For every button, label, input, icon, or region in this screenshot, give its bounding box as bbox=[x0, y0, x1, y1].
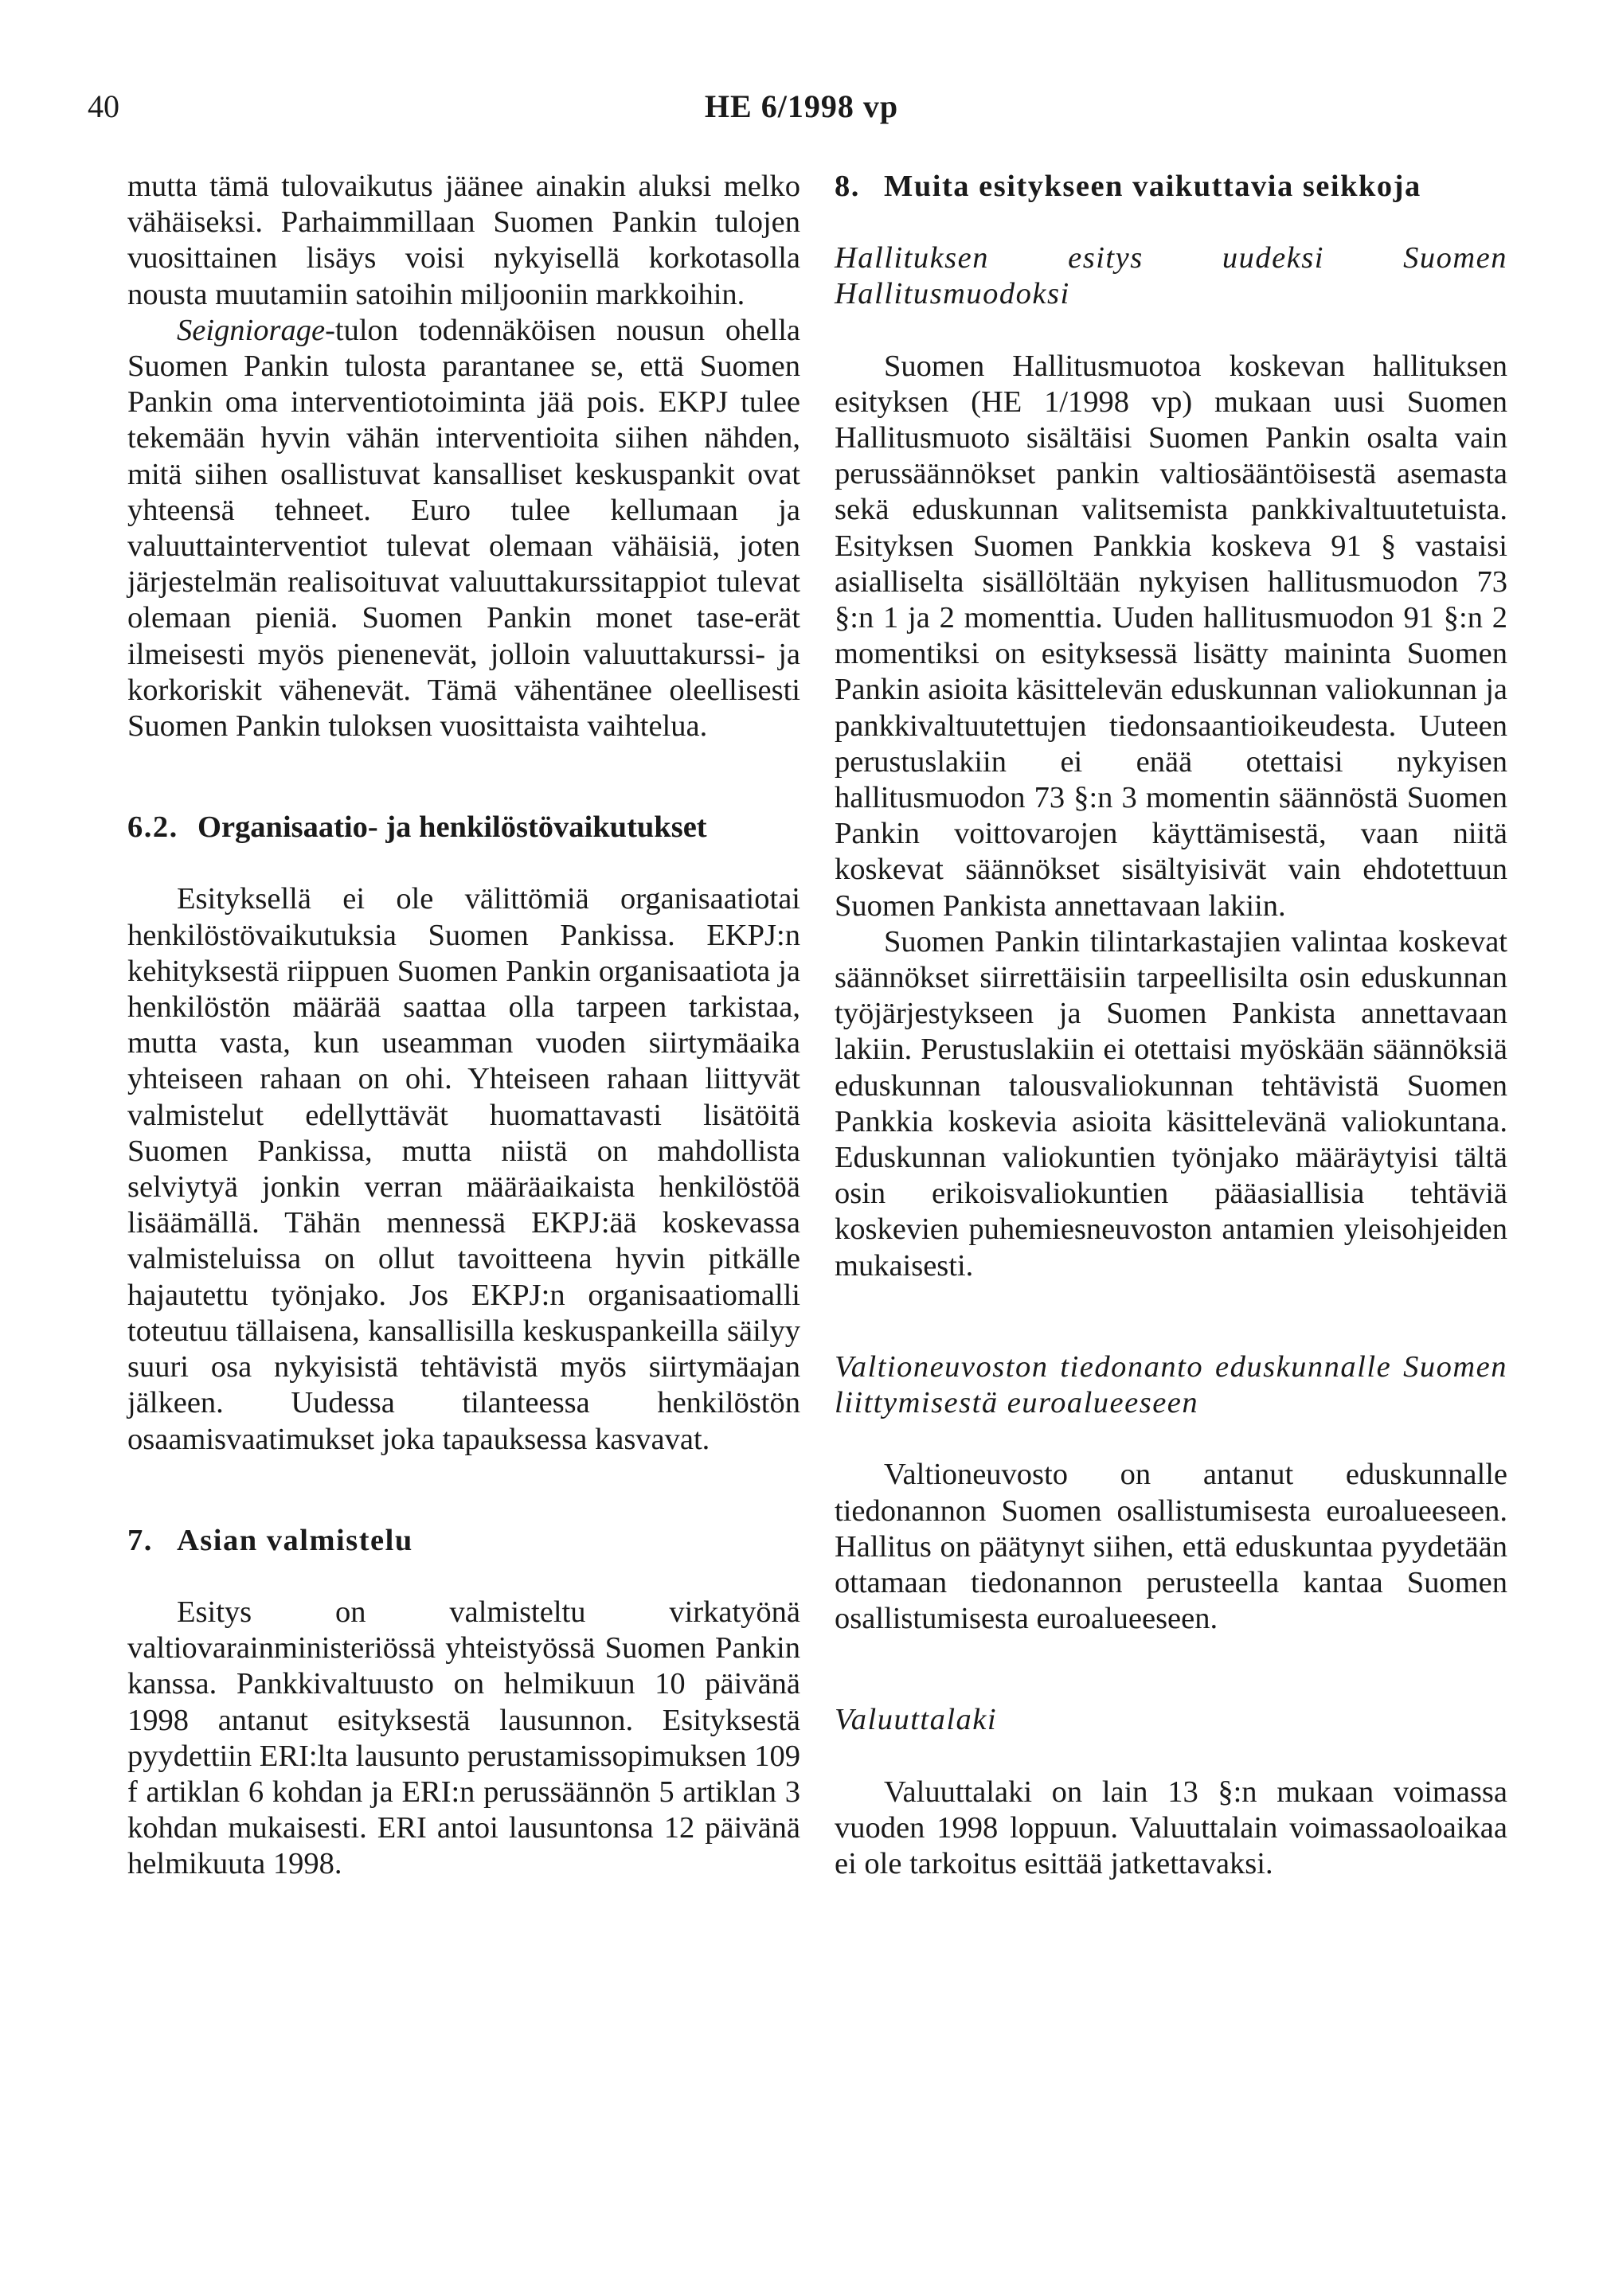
paragraph: Seigniorage-tulon todennäköisen nousun ohella Suomen Pankin tulosta parantanee se, että Suomen Pankin oma interventiotoiminta jää pois. EKPJ tulee tekemään hyvin vähän interventioita siihen nähden, mitä siihen osallistuvat kansalliset keskuspankit ovat yhteensä tehneet. Euro tulee kellumaan ja valuuttainterventiot tulevat olemaan vähäisiä, joten järjestelmän realisoituvat valuuttakurssitappiot tulevat olemaan pieniä. Suomen Pankin monet tase-erät ilmeisesti myös pienenevät, jolloin valuuttakurssi- ja korkoriskit vähenevät. Tämä vähentänee oleellisesti Suomen Pankin tuloksen vuosittaista vaihtelua. bbox=[127, 313, 800, 744]
paragraph: Valtioneuvosto on antanut eduskunnalle tiedonannon Suomen osallistumisesta euroalueeseen. Hallitus on päätynyt siihen, että eduskuntaa pyydetään ottamaan tiedonannon perusteella kantaa Suomen osallistumisesta euroalueeseen. bbox=[835, 1458, 1507, 1636]
section-number: 8. bbox=[835, 170, 860, 203]
paragraph: Valuuttalaki on lain 13 §:n mukaan voimassa vuoden 1998 loppuun. Valuuttalain voimassaoloaikaa ei ole tarkoitus esittää jatkettavaksi. bbox=[835, 1775, 1507, 1880]
section-number: 6.2. bbox=[127, 810, 178, 845]
right-column bbox=[835, 169, 1507, 1882]
document-id: HE 6/1998 vp bbox=[704, 88, 899, 124]
subsection-title: Valtioneuvoston tiedonanto eduskunnalle Suomen liittymisestä euroalueeseen bbox=[835, 1349, 1507, 1420]
section-heading-7 bbox=[127, 1523, 800, 1559]
subsection-title: Valuuttalaki bbox=[835, 1703, 998, 1737]
section-heading-6-2 bbox=[127, 810, 800, 845]
page-header bbox=[0, 88, 1603, 135]
subsection-title: Hallituksen esitys uudeksi Suomen Hallitusmuodoksi bbox=[835, 241, 1507, 311]
section-title: Muita esitykseen vaikuttavia seikkoja bbox=[884, 170, 1421, 203]
paragraph: Esityksellä ei ole välittömiä organisaatiotai henkilöstövaikutuksia Suomen Pankissa. EKPJ:n kehityksestä riippuen Suomen Pankin organisaatiota ja henkilöstön määrää saattaa olla tarpeen tarkistaa, mutta vasta, kun useamman vuoden siirtymäaika yhteiseen rahaan on ohi. Yhteiseen rahaan liittyvät valmistelut edellyttävät huomattavasti lisätöitä Suomen Pankissa, mutta niistä on mahdollista selviytyä jonkin verran määräaikaista henkilöstöä lisäämällä. Tähän mennessä EKPJ:ää koskevassa valmisteluissa on ollut tavoitteena hyvin pitkälle hajautettu työnjako. Jos EKPJ:n organisaatiomalli toteutuu tällaisena, kansallisilla keskuspankeilla säilyy suuri osa nykyisistä tehtävistä myös siirtymäajan jälkeen. Uudessa tilanteessa henkilöstön osaamisvaatimukset joka tapauksessa kasvavat. bbox=[127, 882, 800, 1456]
page-number: 40 bbox=[88, 88, 119, 124]
paragraph: Suomen Hallitusmuotoa koskevan hallituksen esityksen (HE 1/1998 vp) mukaan uusi Suomen Hallitusmuoto sisältäisi Suomen Pankin osalta vain perussäännökset pankin valtiosääntöisestä asemasta sekä eduskunnan valitsemista pankkivaltuutetuista. Esityksen Suomen Pankkia koskeva 91 § vastaisi asialliselta sisällöltään nykyisen hallitusmuodon 73 §:n 1 ja 2 momenttia. Uuden hallitusmuodon 91 §:n 2 momentiksi on esityksessä lisätty maininta Suomen Pankin asioita käsittelevän eduskunnan valiokunnan ja pankkivaltuutettujen tiedonsaantioikeudesta. Uuteen perustuslakiin ei enää otettaisi nykyisen hallitusmuodon 73 §:n 3 momentin säännöstä Suomen Pankin voittovarojen käyttämisestä, vaan niitä koskevat säännökset sisältyisivät vain ehdotettuun Suomen Pankista annettavaan lakiin. bbox=[835, 349, 1507, 923]
paragraph: mutta tämä tulovaikutus jäänee ainakin aluksi melko vähäiseksi. Parhaimmillaan Suomen Pankin tulojen vuosittainen lisäys voisi nykyisellä korkotasolla nousta muutamiin satoihin miljooniin markkoihin. bbox=[127, 170, 800, 311]
paragraph: Esitys on valmisteltu virkatyönä valtiovarainministeriössä yhteistyössä Suomen Pankin kanssa. Pankkivaltuusto on helmikuun 10 päivänä 1998 antanut esityksestä lausunnon. Esityksestä pyydettiin ERI:lta lausunto perustamissopimuksen 109 f artiklan 6 kohdan ja ERI:n perussäännön 5 artiklan 3 kohdan mukaisesti. ERI antoi lausuntonsa 12 päivänä helmikuuta 1998. bbox=[127, 1595, 800, 1881]
section-title: Organisaatio- ja henkilöstövaikutukset bbox=[197, 810, 707, 845]
section-number: 7. bbox=[127, 1523, 153, 1557]
section-heading-8 bbox=[835, 169, 1507, 205]
italic-term: Seigniorage bbox=[177, 313, 326, 347]
left-column bbox=[127, 169, 800, 1883]
paragraph: Suomen Pankin tilintarkastajien valintaa koskevat säännökset siirrettäisiin tarpeellisilta osin eduskunnan työjärjestykseen ja Suomen Pankista annettavaan lakiin. Perustuslakiin ei otettaisi myöskään säännöksiä eduskunnan talousvaliokunnan tehtävistä Suomen Pankkia koskevia asioita käsittelevänä valiokuntana. Eduskunnan valiokuntien työnjako määräytyisi tältä osin erikoisvaliokuntien pääasiallisia tehtäviä koskevien puhemiesneuvoston antamien yleisohjeiden mukaisesti. bbox=[835, 924, 1507, 1283]
section-title: Asian valmistelu bbox=[177, 1523, 413, 1557]
